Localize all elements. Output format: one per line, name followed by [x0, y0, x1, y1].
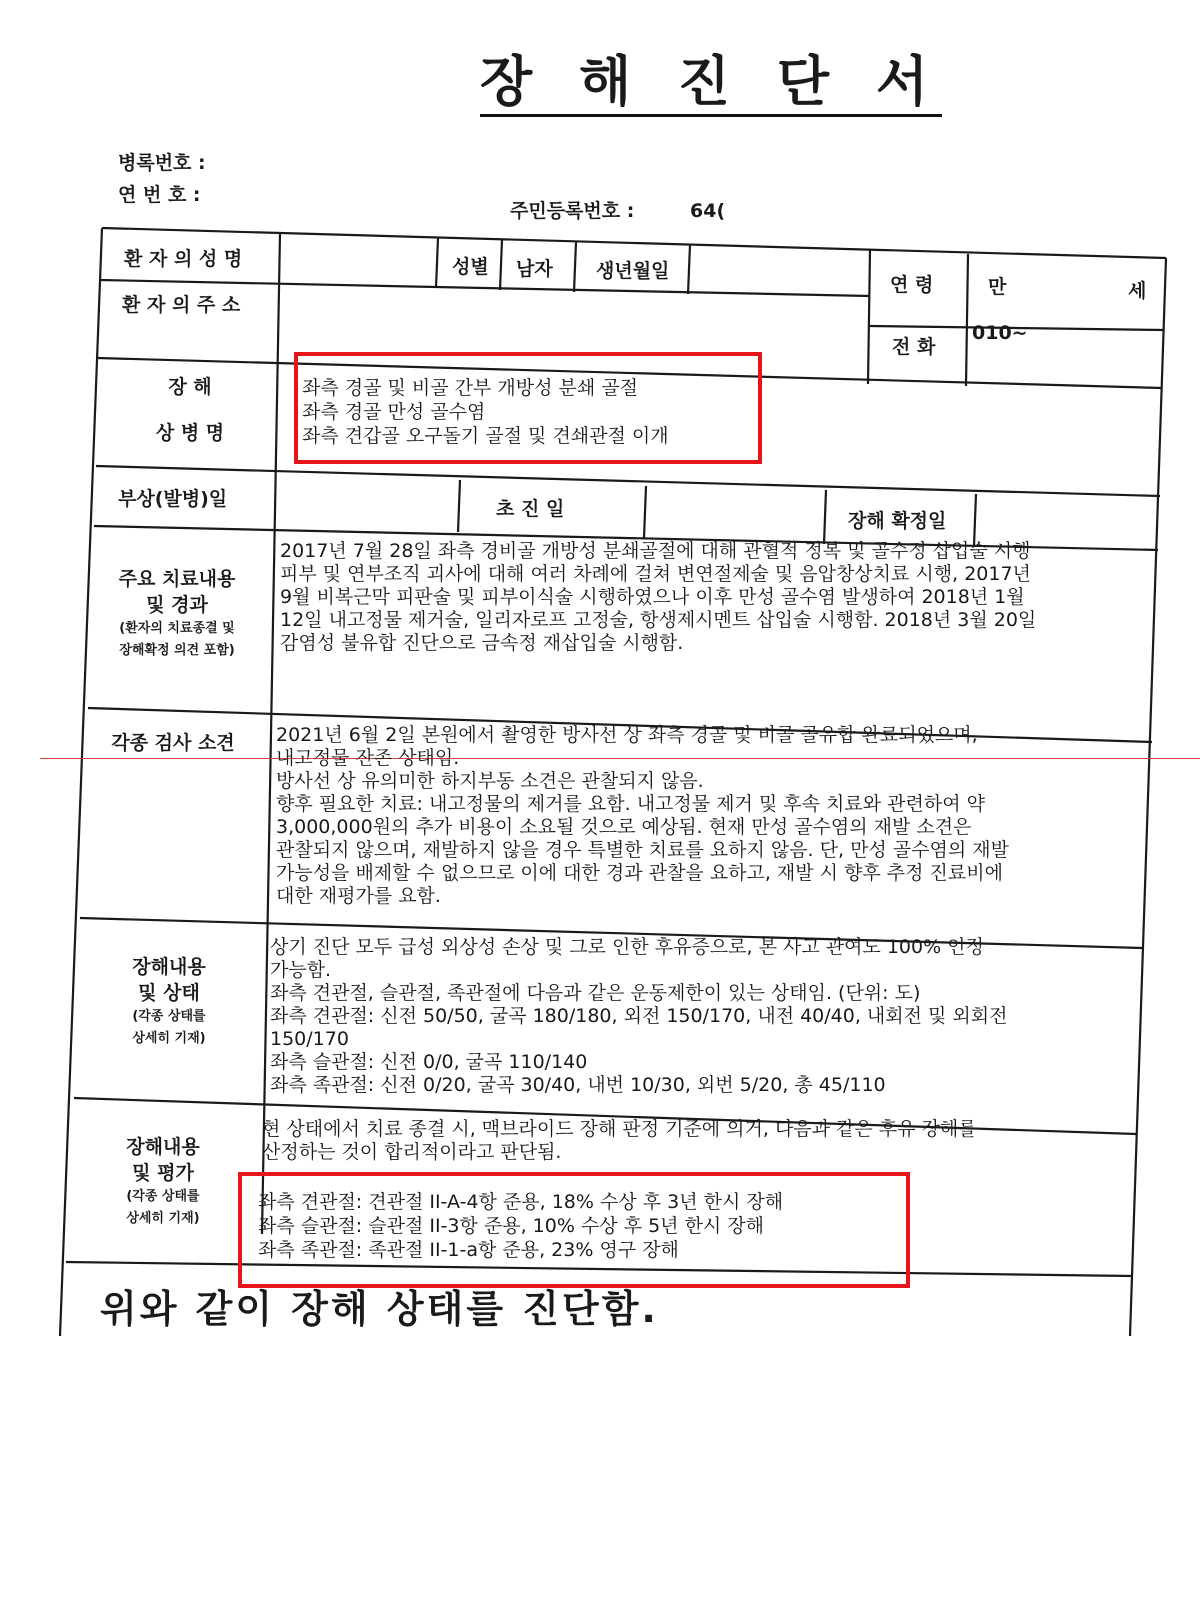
treatment-label-main: 주요 치료내용 및 경과 — [118, 568, 236, 616]
evaluation-label — [78, 1108, 248, 1256]
age-label: 연 령 — [890, 274, 934, 296]
patient-address-label: 환 자 의 주 소 — [122, 294, 241, 316]
serial-number-label: 연 번 호 : — [118, 184, 201, 206]
phone-value: 010~ — [972, 322, 1028, 344]
injury-date-label: 부상(발병)일 — [118, 488, 228, 510]
status-label-sub: (각종 상태를 상세히 기재) — [132, 1009, 206, 1046]
evaluation-label-sub: (각종 상태를 상세히 기재) — [126, 1189, 200, 1226]
record-number-label: 병록번호 : — [118, 152, 206, 174]
evaluation-line: 좌측 슬관절: 슬관절 II-3항 준용, 10% 수상 후 5년 한시 장해 — [258, 1215, 765, 1237]
treatment-text: 2017년 7월 28일 좌측 경비골 개방성 분쇄골절에 대해 관혈적 정복 및 골수정 삽입술 시행 피부 및 연부조직 괴사에 대해 여러 차례에 걸쳐 변연절제술 및 음압창상치료 시행, 2017년 9월 비복근막 피판술 및 피부이식술 시행하였으나 이후 만성 골수염 발생하여 2018년 1월 12일 내고정물 제거술, 일리자로프 고정술, 항생제시멘트 삽입술 시행함. 2018년 3월 20일 감염성 불유합 진단으로 금속정 재삽입술 시행함. — [280, 540, 1037, 654]
exam-text: 2021년 6월 2일 본원에서 촬영한 방사선 상 좌측 경골 및 비골 골유합 완료되었으며, 내고정물 잔존 상태임. 방사선 상 유의미한 하지부동 소견은 관찰되지 않음. 향후 필요한 치료: 내고정물의 제거를 요함. 내고정물 제거 및 후속 치료와 관련하여 약 3,000,000원의 추가 비용이 소요될 것으로 예상됨. 현재 만성 골수염의 재발 소견은 관찰되지 않으며, 재발하지 않을 경우 특별한 치료를 요하지 않음. 단, 만성 골수염의 재발 가능성을 배제할 수 없으므로 이에 대한 경과 관찰을 요하고, 재발 시 향후 추정 진료비에 대한 재평가를 요함. — [276, 724, 1009, 907]
treatment-label-sub: (환자의 치료종결 및 장해확정 의견 포함) — [119, 621, 235, 658]
evaluation-label-main: 장해내용 및 평가 — [126, 1136, 200, 1184]
age-value-prefix: 만 — [988, 276, 1007, 298]
injury-diagnosis-line: 좌측 경골 만성 골수염 — [302, 401, 486, 423]
closing-statement: 위와 같이 장해 상태를 진단함. — [100, 1287, 659, 1331]
evaluation-line: 좌측 견관절: 견관절 II-A-4항 준용, 18% 수상 후 3년 한시 장해 — [258, 1191, 784, 1213]
document-title: 장 해 진 단 서 — [480, 50, 942, 117]
status-label — [84, 928, 254, 1076]
evaluation-line: 좌측 족관절: 족관절 II-1-a항 준용, 23% 영구 장해 — [258, 1239, 679, 1261]
age-value-suffix: 세 — [1128, 280, 1147, 302]
exam-label: 각종 검사 소견 — [111, 732, 235, 754]
birth-date-label: 생년월일 — [596, 260, 670, 282]
injury-diagnosis-line: 좌측 견갑골 오구돌기 골절 및 견쇄관절 이개 — [302, 425, 669, 447]
resident-number-value: 64( — [690, 200, 726, 222]
injury-diagnosis-line: 좌측 경골 및 비골 간부 개방성 분쇄 골절 — [302, 377, 638, 399]
sex-value: 남자 — [516, 258, 553, 280]
patient-name-label: 환 자 의 성 명 — [124, 248, 243, 270]
phone-label: 전 화 — [892, 336, 936, 358]
injury-label-bottom: 상 병 명 — [155, 422, 225, 444]
evaluation-intro: 현 상태에서 치료 종결 시, 맥브라이드 장해 판정 기준에 의거, 다음과 같은 후유 장해를 산정하는 것이 합리적이라고 판단됨. — [262, 1118, 977, 1163]
status-text: 상기 진단 모두 급성 외상성 손상 및 그로 인한 후유증으로, 본 사고 관여도 100% 인정 가능함. 좌측 견관절, 슬관절, 족관절에 다음과 같은 운동제한이 있는 상태임. (단위: 도) 좌측 견관절: 신전 50/50, 굴곡 180/180, 외전 150/170, 내전 40/40, 내회전 및 외회전 150/170 좌측 슬관절: 신전 0/0, 굴곡 110/140 좌측 족관절: 신전 0/20, 굴곡 30/40, 내번 10/30, 외번 5/20, 총 45/110 — [270, 936, 1008, 1096]
status-label-main: 장해내용 및 상태 — [132, 956, 206, 1004]
sex-label: 성별 — [452, 256, 489, 278]
injury-label-top: 장 해 — [168, 376, 212, 398]
highlight-box-evaluation — [238, 1172, 910, 1288]
confirm-date-label: 장해 확정일 — [848, 510, 947, 532]
first-visit-label: 초 진 일 — [496, 498, 565, 520]
resident-number-label: 주민등록번호 : — [510, 200, 635, 222]
highlight-box-diagnosis — [294, 352, 762, 464]
treatment-label — [92, 540, 262, 688]
